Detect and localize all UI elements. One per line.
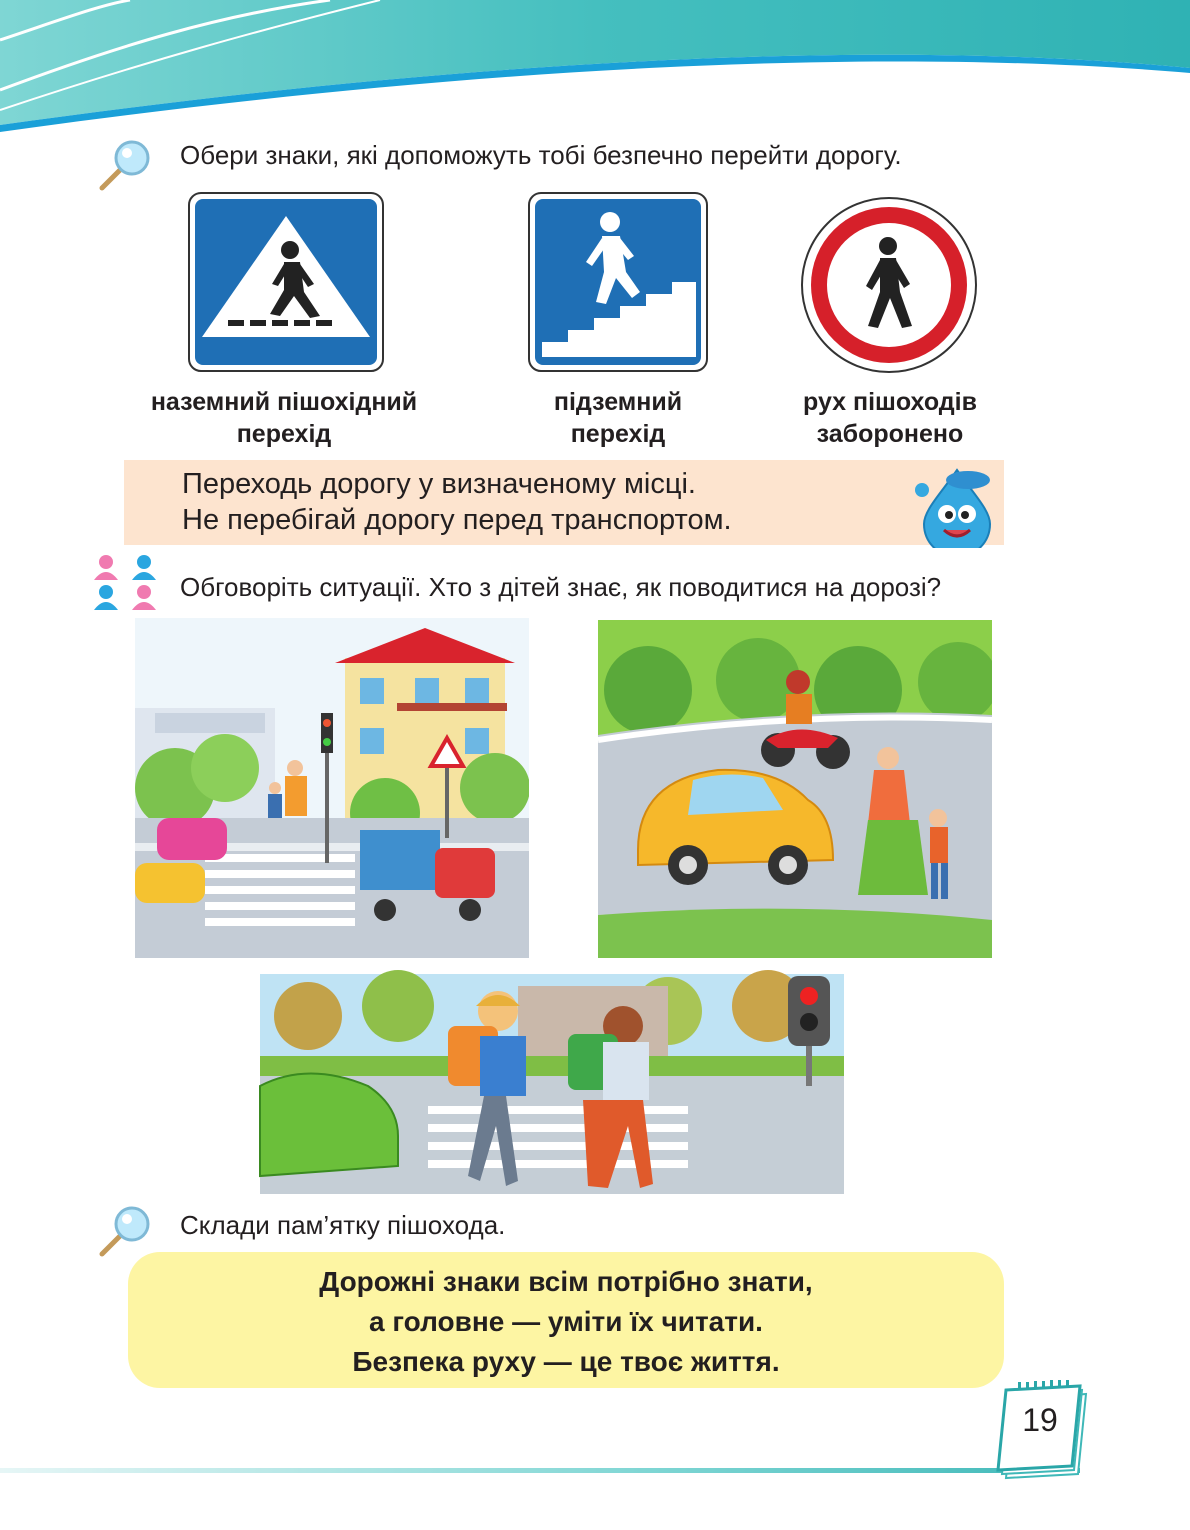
page-number: 19 — [1022, 1402, 1058, 1438]
rule-box — [124, 460, 1004, 545]
pedestrian-crossing-sign-icon — [188, 192, 384, 372]
magnifier-icon — [96, 136, 156, 194]
no-pedestrians-sign-icon — [800, 196, 978, 374]
motto-line-2: а головне — уміти їх читати. — [369, 1306, 763, 1337]
underground-crossing-sign-icon — [528, 192, 708, 372]
footer-line — [0, 1468, 1080, 1473]
rule-line-2: Не перебігай дорогу перед транспортом. — [182, 504, 732, 536]
sign-label-surface-crossing — [110, 386, 458, 450]
task-discuss: Обговоріть ситуації. Хто з дітей знає, як поводитися на дорозі? — [180, 572, 942, 602]
motto-line-3: Безпека руху — це твоє життя. — [352, 1346, 780, 1377]
magnifier-icon — [96, 1202, 156, 1260]
town-crossing-illustration — [135, 618, 529, 958]
water-drop-mascot-icon — [912, 462, 1002, 548]
sign-label-no-pedestrians — [770, 386, 1010, 450]
sign-label-line: заборонено — [816, 420, 964, 448]
sign-label-line: підземний — [553, 388, 683, 416]
motto-line-1: Дорожні знаки всім потрібно знати, — [319, 1266, 813, 1297]
task-choose-signs: Обери знаки, які допоможуть тобі безпечно перейти дорогу. — [180, 140, 902, 170]
boys-crossing-illustration — [248, 966, 846, 1206]
motto-box — [128, 1252, 1004, 1388]
header-wave — [0, 0, 1190, 135]
task-make-memo: Склади пам’ятку пішохода. — [180, 1210, 506, 1240]
sign-label-line: рух пішоходів — [803, 388, 977, 416]
road-car-illustration — [598, 620, 992, 958]
rule-line-1: Переходь дорогу у визначеному місці. — [182, 468, 696, 500]
sign-label-underground-crossing — [498, 386, 738, 450]
sign-label-line: наземний пішохідний — [150, 388, 418, 416]
group-discussion-icon — [92, 550, 158, 614]
sign-label-line: перехід — [236, 420, 332, 448]
sign-label-line: перехід — [570, 420, 666, 448]
